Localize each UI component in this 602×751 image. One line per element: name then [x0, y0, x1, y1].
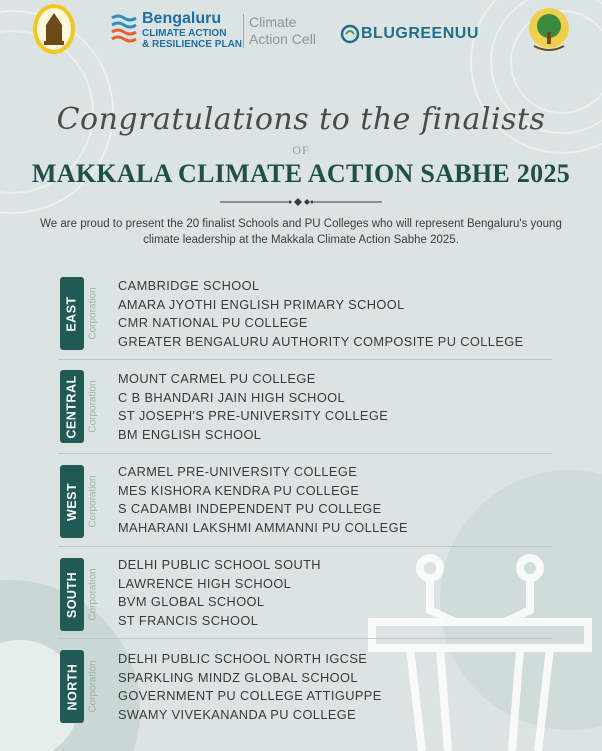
list-item: CARMEL PRE-UNIVERSITY COLLEGE — [118, 464, 358, 479]
zone-badge — [60, 370, 84, 443]
list-item: C B BHANDARI JAIN HIGH SCHOOL — [118, 389, 346, 405]
list-item: SPARKLING MINDZ GLOBAL SCHOOL — [118, 669, 358, 685]
list-item: DELHI PUBLIC SCHOOL SOUTH — [118, 557, 321, 572]
list-item: GOVERNMENT PU COLLEGE ATTIGUPPE — [118, 688, 382, 704]
zone-badge — [60, 558, 84, 631]
congratulations-heading: Congratulations to the finalists — [56, 102, 546, 137]
list-item: CAMBRIDGE SCHOOL — [118, 278, 260, 293]
bengaluru-wordmark: Bengaluru — [142, 10, 222, 27]
header-divider — [243, 14, 244, 48]
list-item: ST FRANCIS SCHOOL — [118, 613, 259, 629]
section-divider — [58, 638, 552, 639]
zone-label: SOUTH — [65, 571, 79, 618]
school-list — [118, 650, 382, 725]
section-west — [58, 463, 552, 538]
intro-paragraph: We are proud to present the 20 finalist Schools and PU Colleges who will represent Bengaluru's young climate leadership at the Makkala Climate Action Sabhe 2025. — [40, 218, 562, 246]
list-item: SWAMY VIVEKANANDA PU COLLEGE — [118, 707, 357, 723]
environment-emblem-icon — [526, 4, 572, 56]
list-item: MAHARANI LAKSHMI AMMANNI PU COLLEGE — [118, 520, 408, 536]
partner-wordmark: BLUGREENUU — [361, 25, 479, 42]
zone-badge — [60, 650, 84, 723]
zone-badge — [60, 277, 84, 350]
corporation-label: Corporation — [87, 568, 99, 621]
list-item: ST JOSEPH'S PRE-UNIVERSITY COLLEGE — [118, 408, 389, 424]
zone-label: EAST — [65, 295, 79, 332]
cell-line-1: Climate — [249, 14, 297, 30]
corporation-label: Corporation — [87, 287, 99, 340]
list-item: CMR NATIONAL PU COLLEGE — [118, 315, 308, 331]
bengaluru-climate-plan-logo-icon — [106, 14, 138, 48]
list-item: DELHI PUBLIC SCHOOL NORTH IGCSE — [118, 651, 368, 666]
school-list — [118, 556, 321, 631]
of-label: OF — [292, 143, 310, 157]
header-logos — [0, 0, 602, 62]
section-divider — [58, 453, 552, 454]
section-south — [58, 556, 552, 631]
section-divider — [58, 359, 552, 360]
ornament-divider — [220, 196, 382, 208]
zone-label: CENTRAL — [65, 374, 79, 439]
page-title: MAKKALA CLIMATE ACTION SABHE 2025 — [31, 159, 571, 188]
plan-line-2: & RESILIENCE PLAN — [142, 39, 243, 50]
section-north — [58, 650, 552, 725]
section-central — [58, 370, 552, 445]
corporation-label: Corporation — [87, 660, 99, 713]
list-item: MOUNT CARMEL PU COLLEGE — [118, 371, 316, 386]
school-list — [118, 370, 388, 445]
list-item: GREATER BENGALURU AUTHORITY COMPOSITE PU COLLEGE — [118, 334, 524, 350]
zone-badge — [60, 465, 84, 538]
section-divider — [58, 546, 552, 547]
plan-line-1: CLIMATE ACTION — [142, 28, 227, 39]
list-item: LAWRENCE HIGH SCHOOL — [118, 575, 292, 591]
corporation-label: Corporation — [87, 475, 99, 528]
list-item: BVM GLOBAL SCHOOL — [118, 594, 265, 610]
section-east — [58, 277, 552, 352]
karnataka-emblem-icon — [32, 3, 76, 55]
school-list — [118, 463, 408, 538]
zone-label: WEST — [65, 482, 80, 521]
blugreenuu-logo-icon — [340, 24, 360, 44]
cell-line-2: Action Cell — [249, 31, 316, 47]
school-list — [118, 277, 524, 352]
list-item: AMARA JYOTHI ENGLISH PRIMARY SCHOOL — [118, 296, 405, 312]
corporation-label: Corporation — [87, 380, 99, 433]
list-item: S CADAMBI INDEPENDENT PU COLLEGE — [118, 501, 382, 517]
list-item: MES KISHORA KENDRA PU COLLEGE — [118, 482, 360, 498]
list-item: BM ENGLISH SCHOOL — [118, 427, 262, 443]
zone-label: NORTH — [65, 663, 80, 710]
